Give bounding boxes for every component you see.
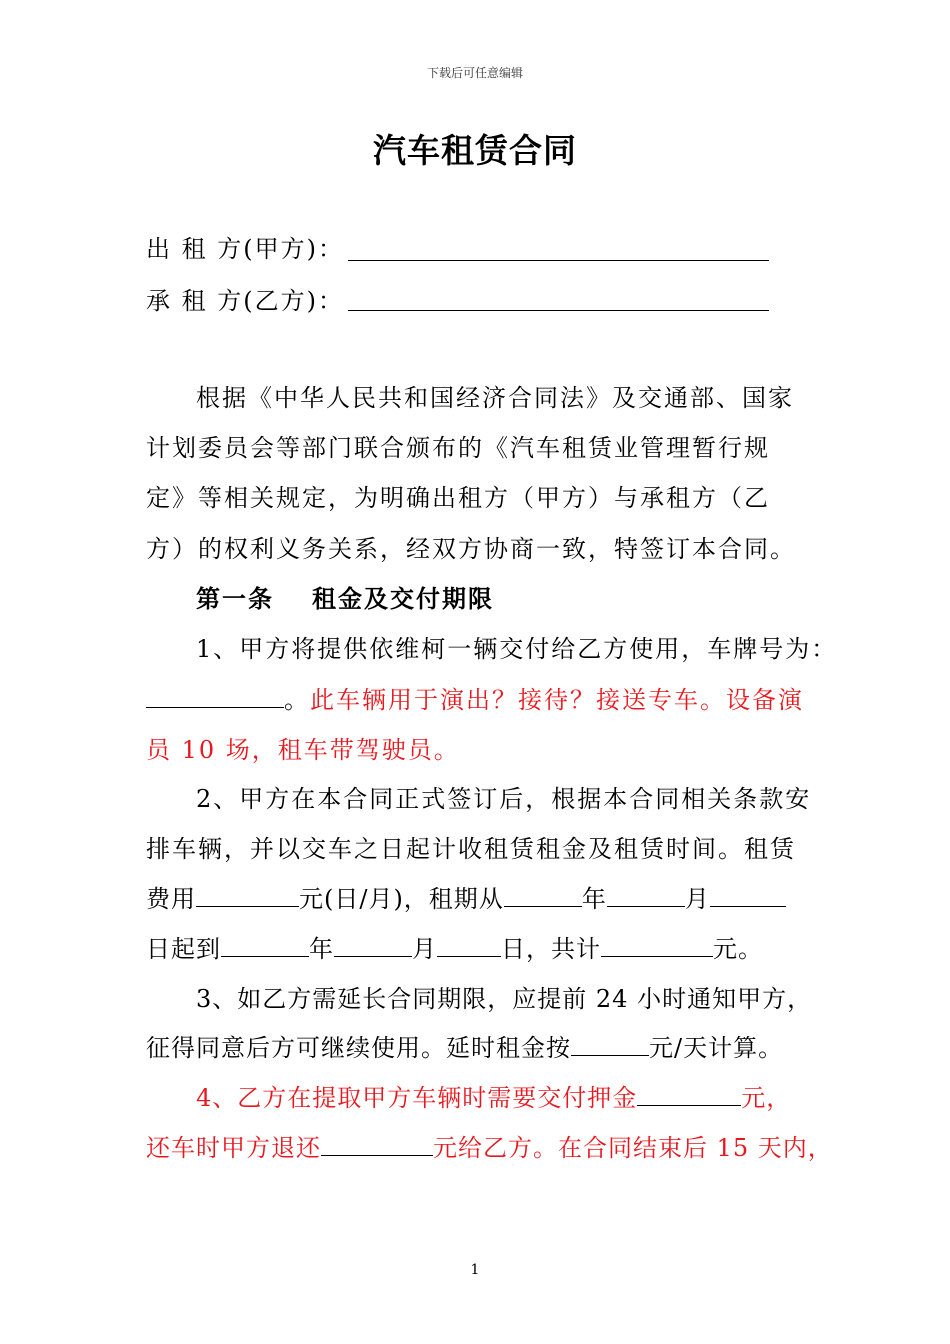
deposit-blank[interactable] [637, 1081, 741, 1106]
document-title: 汽车租赁合同 [373, 131, 577, 170]
item-2-line-2: 排车辆，并以交车之日起计收租赁租金及租赁时间。租赁 [146, 835, 796, 863]
preamble-line-1: 根据《中华人民共和国经济合同法》及交通部、国家 [196, 384, 794, 412]
rent-fee-label: 费用 [146, 885, 196, 913]
item-2-line-4 [146, 932, 763, 966]
refund-text: 元给乙方。在合同结束后 15 天内， [433, 1134, 833, 1162]
lessee-blank-line[interactable] [348, 310, 769, 311]
until-label: 日起到 [146, 935, 221, 963]
item-2-line-3 [146, 882, 786, 916]
page-header: 下载后可任意编辑 [426, 66, 523, 80]
refund-blank[interactable] [321, 1131, 433, 1156]
year-label: 年 [581, 885, 607, 913]
lessor-blank-line[interactable] [348, 260, 769, 261]
article-1-number: 第一条 [196, 585, 274, 613]
lessor-label: 出 租 方(甲方)： [146, 235, 344, 263]
plate-number-blank[interactable] [146, 683, 284, 708]
total-label: 日，共计 [501, 935, 601, 963]
lessee-label: 承 租 方(乙方)： [146, 287, 344, 315]
total-amount-blank[interactable] [601, 932, 713, 957]
end-day-blank[interactable] [437, 932, 501, 957]
page-number: 1 [470, 1262, 480, 1278]
deposit-yuan-label: 元， [741, 1084, 792, 1112]
article-1-title: 租金及交付期限 [312, 585, 494, 613]
deposit-label: 4、乙方在提取甲方车辆时需要交付押金 [196, 1084, 638, 1112]
start-month-blank[interactable] [607, 882, 685, 907]
rent-fee-blank[interactable] [196, 882, 299, 907]
item-1-line-2 [146, 683, 804, 717]
item-1-period: 。 [284, 686, 310, 714]
item-1-line-1: 1、甲方将提供依维柯一辆交付给乙方使用，车牌号为： [196, 635, 838, 663]
refund-label: 还车时甲方退还 [146, 1134, 321, 1162]
item-4-line-2 [146, 1131, 833, 1165]
article-1-heading [196, 582, 494, 616]
item-2-line-1: 2、甲方在本合同正式签订后，根据本合同相关条款安 [196, 785, 812, 813]
item-4-line-1 [196, 1081, 791, 1115]
per-day-label: 元/天计算。 [649, 1034, 784, 1062]
item-3-line-2 [146, 1031, 783, 1065]
item-1-red-text-1: 此车辆用于演出？接待？接送专车。设备演 [310, 686, 804, 714]
month-label: 月 [684, 885, 710, 913]
rent-period-label: 元(日/月)，租期从 [299, 885, 504, 913]
item-1-red-text-2: 员 10 场，租车带驾驶员。 [146, 736, 460, 764]
item-3-line-1: 3、如乙方需延长合同期限，应提前 24 小时通知甲方， [196, 985, 813, 1013]
preamble-line-2: 计划委员会等部门联合颁布的《汽车租赁业管理暂行规 [146, 434, 770, 462]
preamble-line-4: 方）的权利义务关系，经双方协商一致，特签订本合同。 [146, 535, 796, 563]
yuan-label: 元。 [713, 935, 763, 963]
end-month-blank[interactable] [334, 932, 412, 957]
end-year-label: 年 [309, 935, 334, 963]
end-year-blank[interactable] [221, 932, 309, 957]
preamble-line-3: 定》等相关规定，为明确出租方（甲方）与承租方（乙 [146, 484, 770, 512]
start-year-blank[interactable] [504, 882, 582, 907]
extension-rent-label: 征得同意后方可继续使用。延时租金按 [146, 1034, 571, 1062]
start-day-blank[interactable] [710, 882, 786, 907]
end-month-label: 月 [412, 935, 437, 963]
extension-rent-blank[interactable] [571, 1031, 649, 1056]
